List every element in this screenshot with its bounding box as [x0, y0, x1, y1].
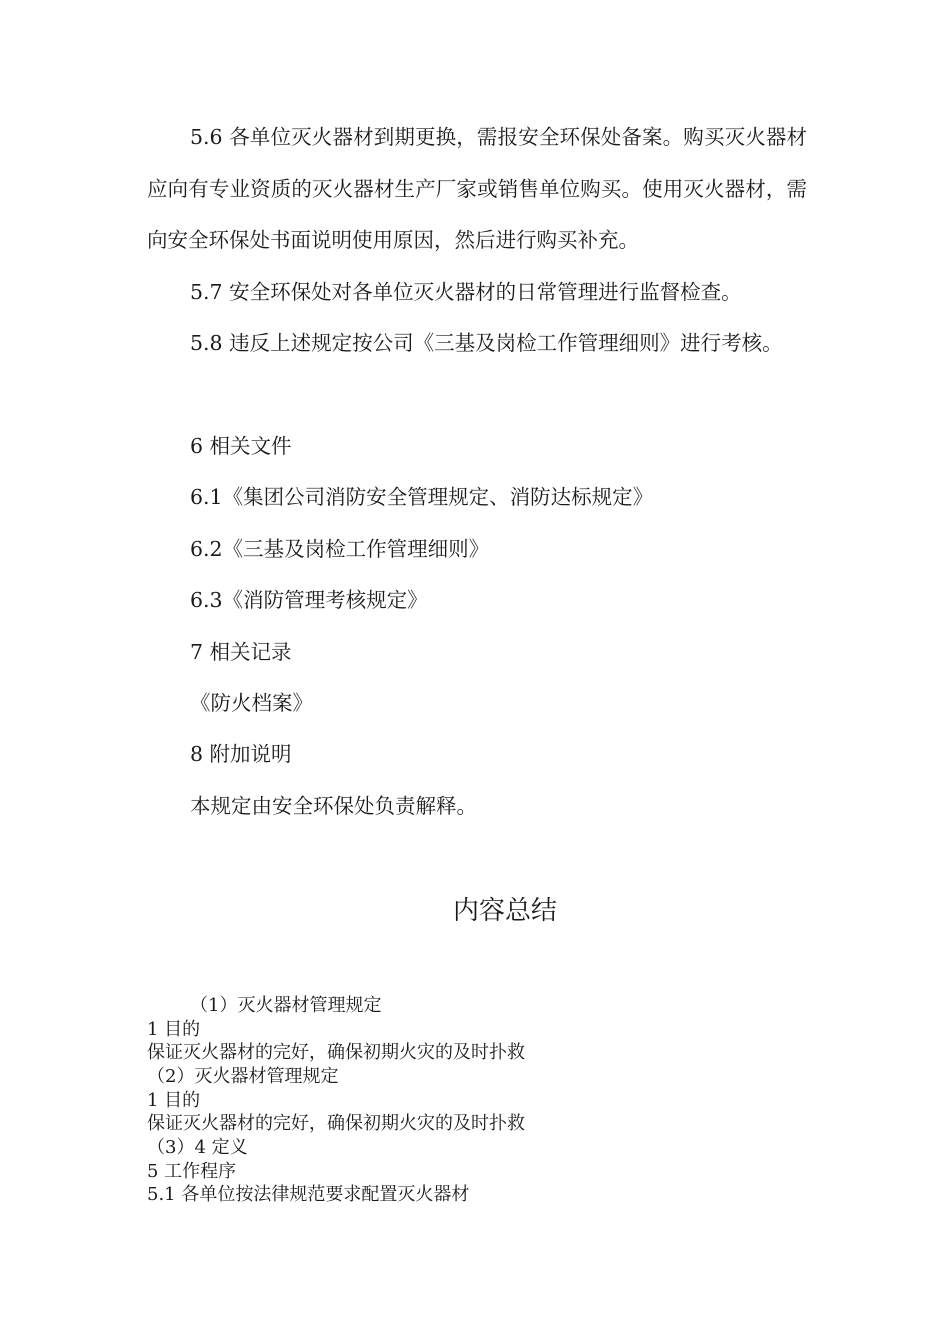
summary-line: （1）灭火器材管理规定	[190, 995, 382, 1016]
paragraph-5-7: 5.7 安全环保处对各单位灭火器材的日常管理进行监督检查。	[190, 280, 742, 304]
related-doc-6-2: 6.2《三基及岗检工作管理细则》	[190, 537, 490, 561]
paragraph-5-6: 5.6 各单位灭火器材到期更换，需报安全环保处备案。购买灭火器材应向有专业资质的灭火器材生产厂家或销售单位购买。使用灭火器材，需向安全环保处书面说明使用原因，然后进行购买补充。	[147, 125, 807, 252]
related-doc-6-1: 6.1《集团公司消防安全管理规定、消防达标规定》	[190, 485, 654, 509]
summary-line: （3）4 定义	[147, 1137, 248, 1158]
summary-line: 保证灭火器材的完好，确保初期火灾的及时扑救	[147, 1113, 525, 1134]
summary-line: 1 目的	[147, 1019, 201, 1040]
summary-line: （2）灭火器材管理规定	[147, 1066, 339, 1087]
related-record: 《防火档案》	[190, 691, 313, 715]
summary-line: 5 工作程序	[147, 1161, 237, 1182]
summary-line: 保证灭火器材的完好，确保初期火灾的及时扑救	[147, 1042, 525, 1063]
section-heading-8: 8 附加说明	[190, 742, 292, 766]
additional-note: 本规定由安全环保处负责解释。	[190, 794, 477, 818]
summary-title: 内容总结	[452, 896, 557, 926]
related-doc-6-3: 6.3《消防管理考核规定》	[190, 588, 428, 612]
summary-line: 5.1 各单位按法律规范要求配置灭火器材	[147, 1184, 470, 1205]
section-heading-7: 7 相关记录	[190, 640, 292, 664]
summary-line: 1 目的	[147, 1090, 201, 1111]
section-heading-6: 6 相关文件	[190, 434, 292, 458]
paragraph-5-8: 5.8 违反上述规定按公司《三基及岗检工作管理细则》进行考核。	[190, 331, 783, 355]
